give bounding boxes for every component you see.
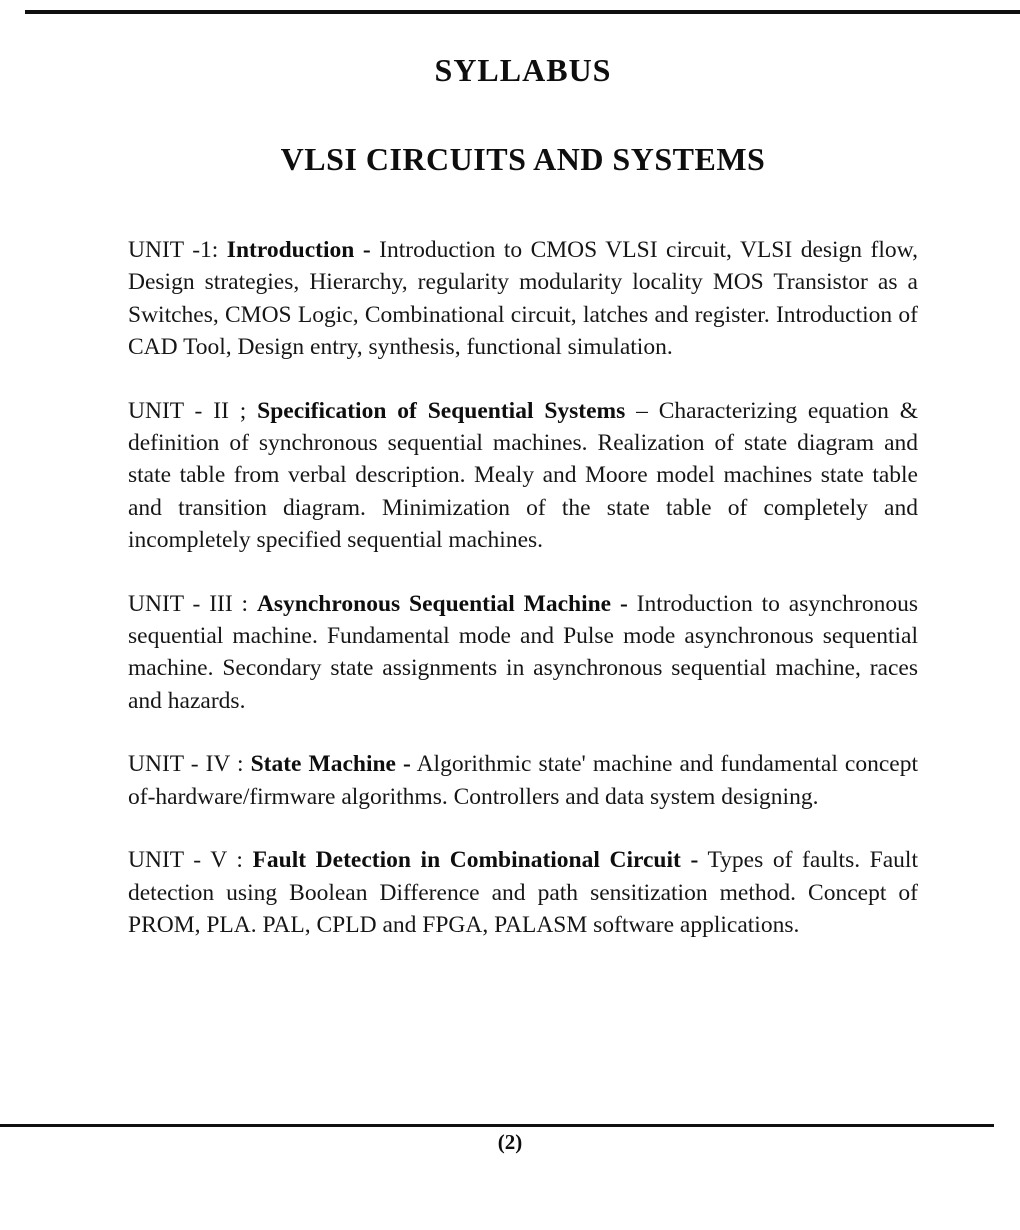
unit-3-text: Introduction to asynchronous sequential machine. Fundamental mode and Pulse mode asynchronous sequential machine. Secondary state assignments in asynchronous sequential machine, races and hazards. [128, 590, 919, 714]
unit-2-text: – Characterizing equation & definition of synchronous sequential machines. Realization of state diagram and state table from verbal description. Mealy and Moore model machines state table and transition diagram. Minimization of the state table of completely and incompletely specified sequential machines. [128, 397, 918, 554]
unit-1-heading: Introduction - [226, 237, 371, 263]
unit-3-paragraph [128, 588, 918, 718]
unit-4-text: Algorithmic state' machine and fundamental concept of-hardware/firmware algorithms. Controllers and data system designing. [128, 751, 918, 810]
unit-2-paragraph [128, 395, 918, 557]
unit-5-text: Types of faults. Fault detection using Boolean Difference and path sensitization method. Concept of PROM, PLA. PAL, CPLD and FPGA, PALASM software applications. [128, 847, 918, 938]
unit-3-heading: Asynchronous Sequential Machine - [256, 590, 628, 617]
page-content [128, 52, 918, 941]
unit-5-heading: Fault Detection in Combinational Circuit - [252, 847, 699, 874]
unit-5-paragraph [128, 844, 918, 941]
unit-4-prefix: UNIT - IV : [128, 751, 251, 778]
page-number: (2) [497, 1130, 523, 1154]
unit-1-prefix: UNIT -1: [128, 237, 227, 263]
unit-2-prefix: UNIT - II ; [128, 397, 258, 424]
top-border-rule [25, 10, 1020, 14]
unit-4-heading: State Machine - [250, 751, 411, 778]
unit-1-text: Introduction to CMOS VLSI circuit, VLSI design flow, Design strategies, Hierarchy, regularity modularity locality MOS Transistor as a Switches, CMOS Logic, Combinational circuit, latches and register. Introduction of CAD Tool, Design entry, synthesis, functional simulation. [128, 237, 918, 361]
syllabus-body [128, 234, 918, 941]
syllabus-title: SYLLABUS [434, 52, 612, 88]
unit-3-prefix: UNIT - III : [128, 590, 257, 617]
bottom-border-rule [0, 1124, 994, 1127]
unit-4-paragraph [128, 748, 918, 813]
unit-2-heading: Specification of Sequential Systems [257, 397, 626, 424]
course-title: VLSI CIRCUITS AND SYSTEMS [280, 141, 766, 177]
unit-5-prefix: UNIT - V : [128, 847, 253, 874]
unit-1-paragraph [128, 234, 918, 364]
